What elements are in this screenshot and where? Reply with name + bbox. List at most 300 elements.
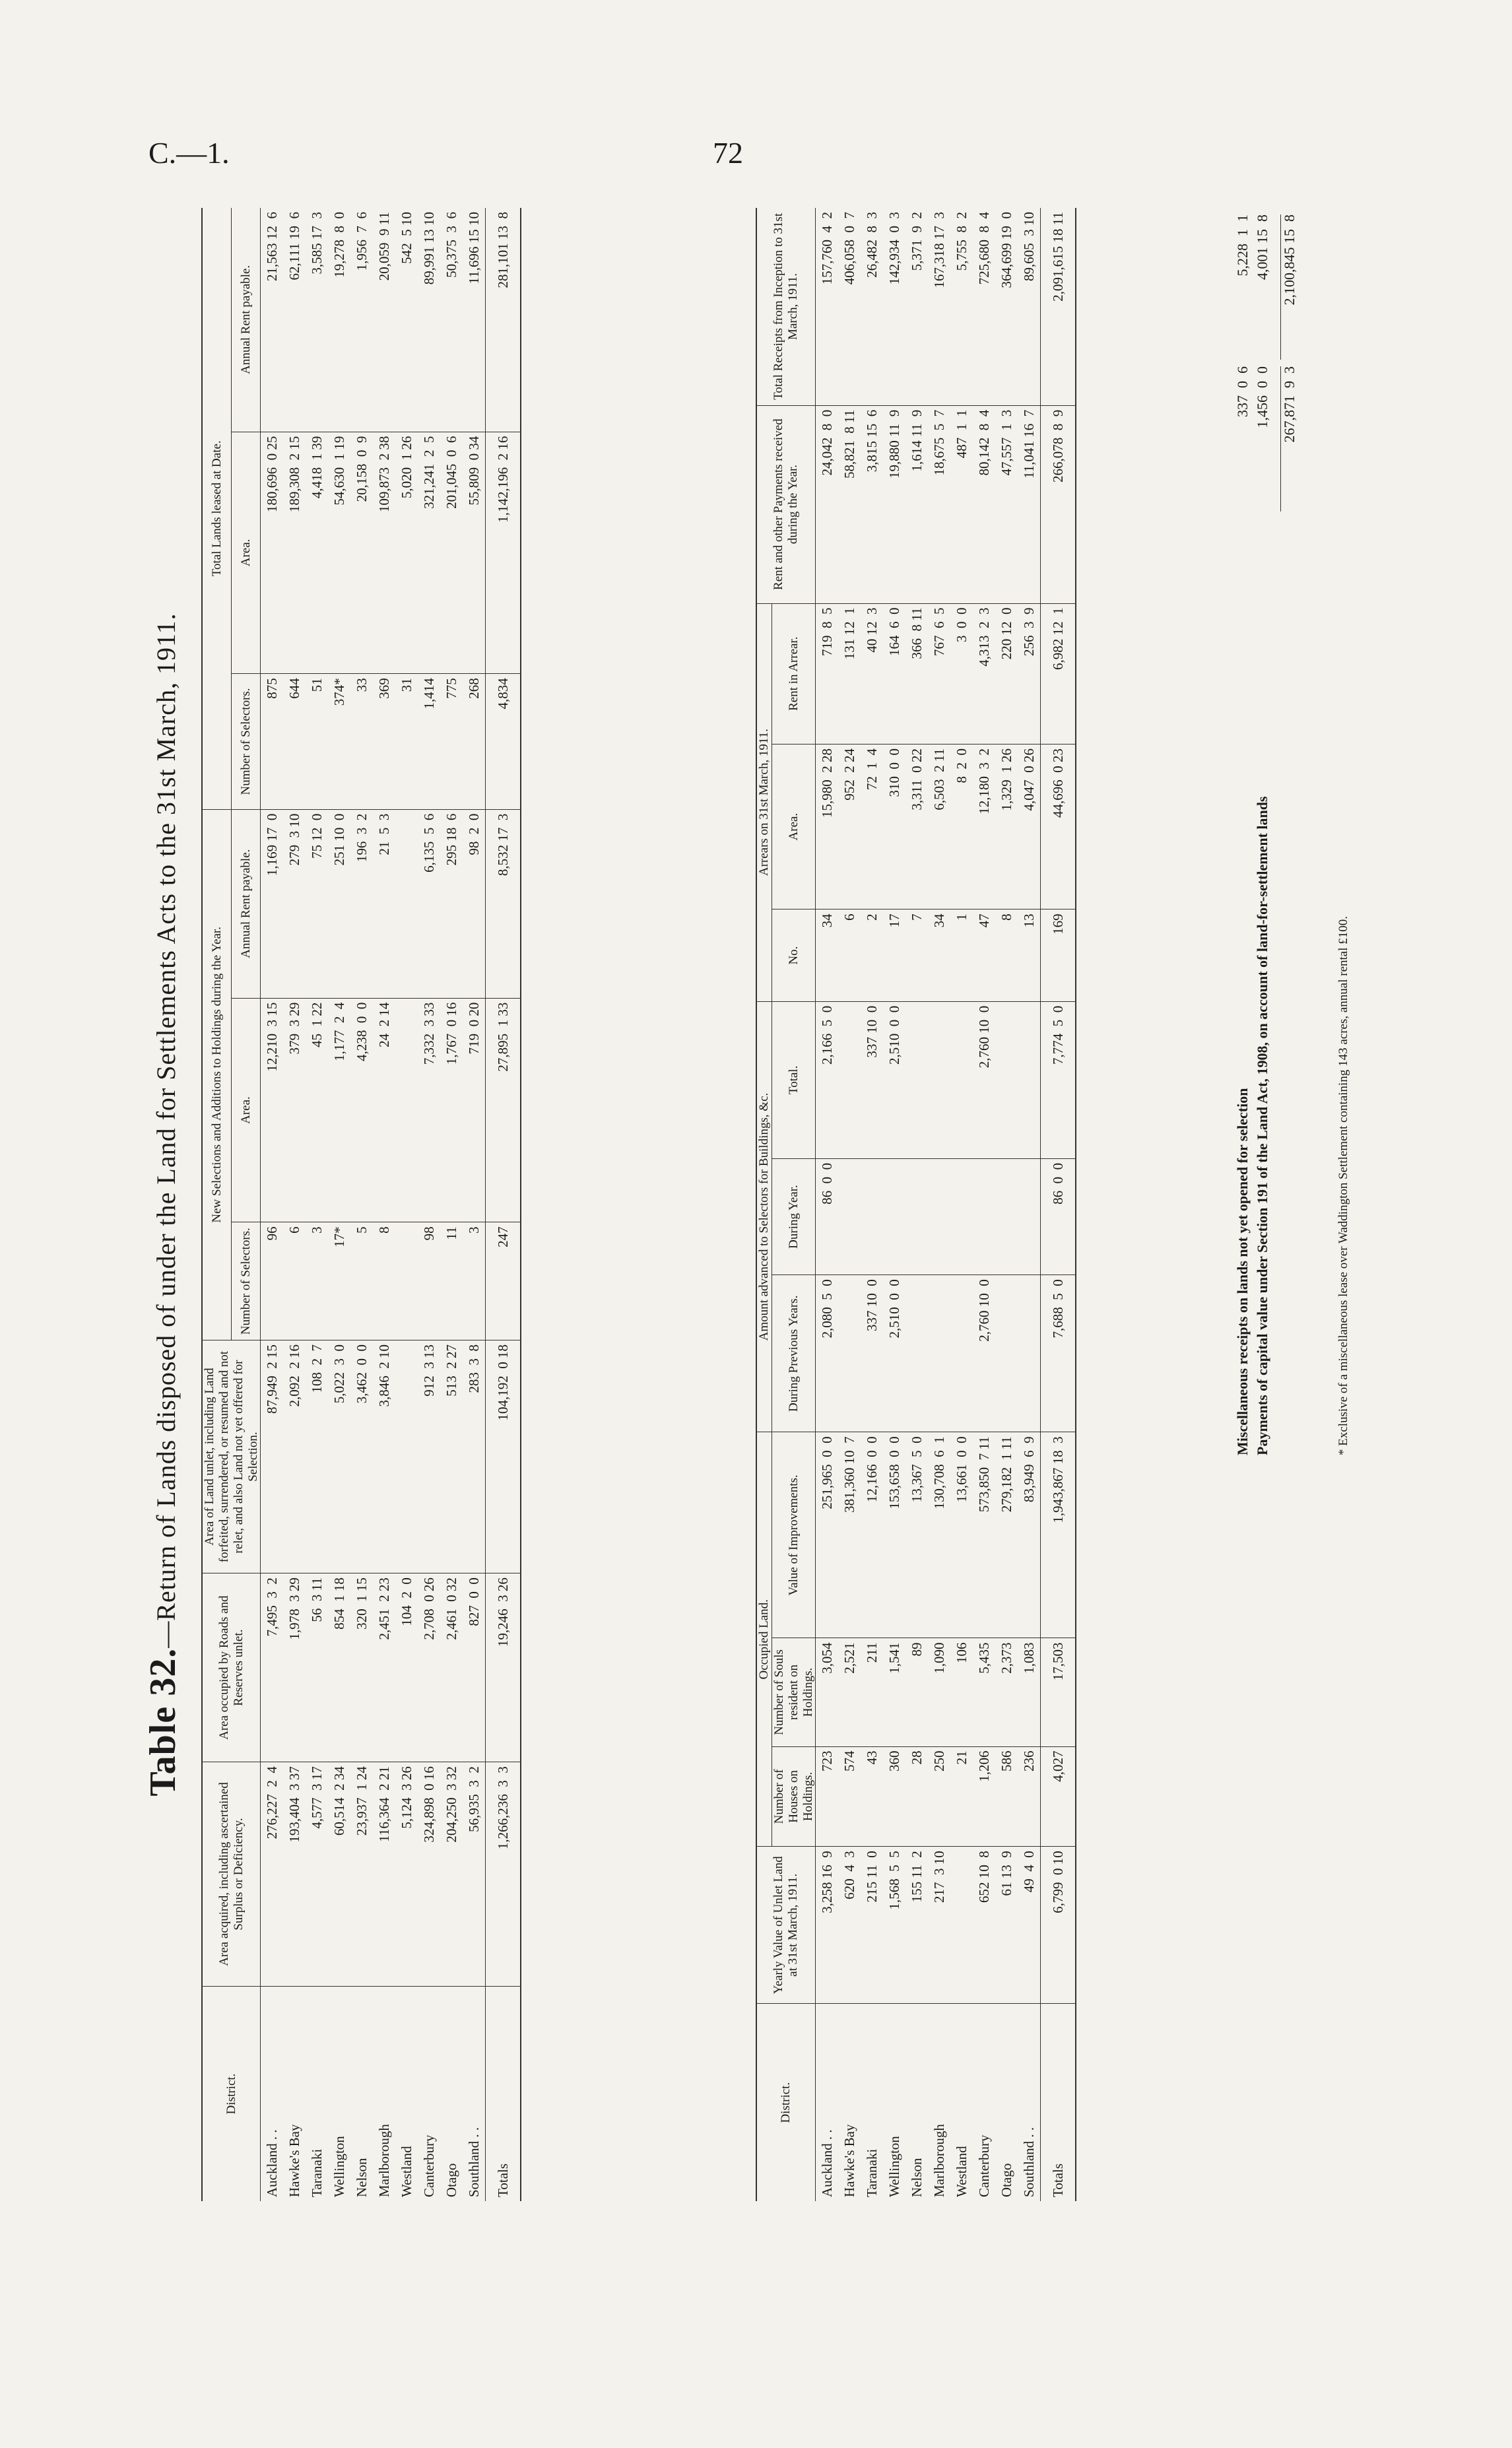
tot-cell [995, 1001, 1018, 1158]
yv-cell: 3,258 16 9 [816, 1847, 839, 2004]
recv-cell: 18,675 5 7 [928, 405, 950, 603]
table-row [418, 208, 440, 2201]
acq-cell: 116,364 2 21 [373, 1762, 395, 1987]
table-row [995, 208, 1018, 2201]
rent-cell: 3 0 0 [950, 603, 973, 744]
souls-cell: 89 [905, 1638, 928, 1746]
prev-cell [838, 1275, 861, 1432]
table-row [328, 208, 350, 2201]
col-area-roads: Area occupied by Roads and Reserves unlet. [202, 1573, 261, 1762]
houses-cell: 43 [861, 1746, 883, 1847]
recv-cell: 19,880 11 9 [883, 405, 905, 603]
n_sel-cell: 8 [373, 1222, 395, 1340]
rent-cell: 220 12 0 [995, 603, 1018, 744]
n_area-cell: 24 2 14 [373, 998, 395, 1222]
unlet-cell: 3,846 2 10 [373, 1340, 395, 1573]
t_sel-cell: 374* [328, 674, 350, 809]
t_rent-cell: 281,101 13 8 [486, 208, 521, 432]
acq-cell: 324,898 0 16 [418, 1762, 440, 1987]
souls-cell: 1,541 [883, 1638, 905, 1746]
t_sel-cell: 369 [373, 674, 395, 809]
misc-line-1: Miscellaneous receipts on lands not yet opened for selection [1234, 1088, 1251, 1455]
recv-cell: 47,557 1 3 [995, 405, 1018, 603]
t_area-cell: 5,020 1 26 [395, 432, 418, 674]
table-row [306, 208, 328, 2201]
dur-cell [973, 1158, 995, 1274]
prev-cell: 7,688 5 0 [1041, 1275, 1076, 1432]
roads-cell: 19,246 3 26 [486, 1573, 521, 1762]
area-cell: 1,329 1 26 [995, 744, 1018, 909]
souls-cell: 1,083 [1018, 1638, 1041, 1746]
unlet-cell: 513 2 27 [440, 1340, 463, 1573]
col-new-number: Number of Selectors. [232, 1222, 261, 1340]
yv-cell: 215 11 0 [861, 1847, 883, 2004]
t_rent-cell: 21,563 12 6 [261, 208, 284, 432]
houses-cell: 236 [1018, 1746, 1041, 1847]
no-cell: 6 [838, 910, 861, 1001]
n_area-cell [395, 998, 418, 1222]
n_sel-cell: 11 [440, 1222, 463, 1340]
impr-cell: 12,166 0 0 [861, 1432, 883, 1638]
n_rent-cell: 6,135 5 6 [418, 809, 440, 998]
no-cell: 169 [1041, 910, 1076, 1001]
recv-cell: 3,815 15 6 [861, 405, 883, 603]
t_sel-cell: 31 [395, 674, 418, 809]
houses-cell: 360 [883, 1746, 905, 1847]
n_area-cell: 45 1 22 [306, 998, 328, 1222]
trec-cell: 364,699 19 0 [995, 208, 1018, 405]
dur-cell: 86 0 0 [816, 1158, 839, 1274]
n_sel-cell: 3 [463, 1222, 486, 1340]
acq-cell: 56,935 3 2 [463, 1762, 486, 1987]
t_area-cell: 201,045 0 6 [440, 432, 463, 674]
n_sel-cell: 6 [283, 1222, 306, 1340]
area-cell: 6,503 2 11 [928, 744, 950, 909]
table-row [1018, 208, 1041, 2201]
misc-line-2: Payments of capital value under Section 191 of the Land Act, 1908, on account of land-for-settlement lands [1254, 796, 1270, 1455]
n_rent-cell: 21 5 3 [373, 809, 395, 998]
unlet-cell: 104,192 0 18 [486, 1340, 521, 1573]
rent-cell: 4,313 2 3 [973, 603, 995, 744]
roads-cell: 827 0 0 [463, 1573, 486, 1762]
occupied-land-table [756, 208, 1076, 2201]
souls-cell: 211 [861, 1638, 883, 1746]
district-cell: Nelson [909, 2158, 925, 2197]
table-row [838, 208, 861, 2201]
no-cell: 1 [950, 910, 973, 1001]
recv-cell: 24,042 8 0 [816, 405, 839, 603]
prev-cell: 2,080 5 0 [816, 1275, 839, 1432]
n_sel-cell: 247 [486, 1222, 521, 1340]
table-row [905, 208, 928, 2201]
district-cell: Canterbury [976, 2134, 993, 2197]
t_rent-cell: 20,059 9 11 [373, 208, 395, 432]
misc-recv-1: 337 0 6 [1234, 366, 1251, 417]
col2-district: District. [756, 2004, 816, 2201]
roads-cell: 56 3 11 [306, 1573, 328, 1762]
impr-cell: 573,850 7 11 [973, 1432, 995, 1638]
prev-cell [1018, 1275, 1041, 1432]
yv-cell: 6,799 0 10 [1041, 1847, 1076, 2004]
table-row [395, 208, 418, 2201]
houses-cell: 574 [838, 1746, 861, 1847]
houses-cell: 28 [905, 1746, 928, 1847]
unlet-cell [395, 1340, 418, 1573]
t_area-cell: 54,630 1 19 [328, 432, 350, 674]
souls-cell: 2,521 [838, 1638, 861, 1746]
yv-cell: 1,568 5 5 [883, 1847, 905, 2004]
recv-cell: 266,078 8 9 [1041, 405, 1076, 603]
houses-cell: 250 [928, 1746, 950, 1847]
acq-cell: 60,514 2 34 [328, 1762, 350, 1987]
district-cell: Wellington [331, 2136, 348, 2197]
no-cell: 13 [1018, 910, 1041, 1001]
prev-cell: 337 10 0 [861, 1275, 883, 1432]
col-district: District. [202, 1986, 261, 2201]
dur-cell: 86 0 0 [1041, 1158, 1076, 1274]
n_area-cell: 1,767 0 16 [440, 998, 463, 1222]
n_rent-cell: 196 3 2 [350, 809, 373, 998]
no-cell: 8 [995, 910, 1018, 1001]
table-row [283, 208, 306, 2201]
t_sel-cell: 644 [283, 674, 306, 809]
tot-cell [928, 1001, 950, 1158]
totals-row [486, 208, 521, 2201]
rent-cell: 719 8 5 [816, 603, 839, 744]
col-adv-total: Total. [772, 1001, 816, 1158]
impr-cell: 1,943,867 18 3 [1041, 1432, 1076, 1638]
table-row [973, 208, 995, 2201]
district-cell: Totals [486, 1986, 521, 2201]
unlet-cell: 108 2 7 [306, 1340, 328, 1573]
area-cell: 12,180 3 2 [973, 744, 995, 909]
yv-cell: 49 4 0 [1018, 1847, 1041, 2004]
prev-cell [905, 1275, 928, 1432]
trec-cell: 5,371 9 2 [905, 208, 928, 405]
recv-cell: 80,142 8 4 [973, 405, 995, 603]
col-yearly-value: Yearly Value of Unlet Land at 31st March, 1911. [756, 1847, 816, 2004]
tot-cell: 7,774 5 0 [1041, 1001, 1076, 1158]
rent-cell: 256 3 9 [1018, 603, 1041, 744]
rent-cell: 164 6 0 [883, 603, 905, 744]
n_rent-cell: 251 10 0 [328, 809, 350, 998]
col-advanced: Amount advanced to Selectors for Buildings, &c. [756, 1001, 772, 1432]
acq-cell: 1,266,236 3 3 [486, 1762, 521, 1987]
impr-cell: 13,661 0 0 [950, 1432, 973, 1638]
col-area-acquired: Area acquired, including ascertained Surplus or Deficiency. [202, 1762, 261, 1987]
dur-cell [950, 1158, 973, 1274]
yv-cell: 155 11 2 [905, 1847, 928, 2004]
recv-cell: 487 1 1 [950, 405, 973, 603]
t_rent-cell: 1,956 7 6 [350, 208, 373, 432]
tot-cell [905, 1001, 928, 1158]
table-row [816, 208, 839, 2201]
unlet-cell: 3,462 0 0 [350, 1340, 373, 1573]
yv-cell: 620 4 3 [838, 1847, 861, 2004]
souls-cell: 1,090 [928, 1638, 950, 1746]
page-number: 72 [713, 136, 743, 170]
acq-cell: 4,577 3 17 [306, 1762, 328, 1987]
trec-cell: 406,058 0 7 [838, 208, 861, 405]
misc-trec-1: 5,228 1 1 [1234, 215, 1251, 277]
table-caption: —Return of Lands disposed of under the Land for Settlements Acts to the 31st March, 1911. [151, 612, 181, 1648]
table-row [928, 208, 950, 2201]
district-cell: Southland . . [1021, 2127, 1037, 2197]
yv-cell [950, 1847, 973, 2004]
souls-cell: 17,503 [1041, 1638, 1076, 1746]
t_area-cell: 55,809 0 34 [463, 432, 486, 674]
col-new-selections: New Selections and Additions to Holdings during the Year. [202, 809, 232, 1340]
acq-cell: 193,404 3 37 [283, 1762, 306, 1987]
impr-cell: 279,182 1 11 [995, 1432, 1018, 1638]
prev-cell [995, 1275, 1018, 1432]
district-cell: Hawke's Bay [841, 2124, 858, 2197]
trec-cell: 26,482 8 3 [861, 208, 883, 405]
n_sel-cell: 98 [418, 1222, 440, 1340]
unlet-cell: 912 3 13 [418, 1340, 440, 1573]
houses-cell: 1,206 [973, 1746, 995, 1847]
table-row [463, 208, 486, 2201]
n_area-cell: 1,177 2 4 [328, 998, 350, 1222]
table-row [373, 208, 395, 2201]
tot-cell [950, 1001, 973, 1158]
dur-cell [838, 1158, 861, 1274]
col-arrears-no: No. [772, 910, 816, 1001]
district-cell: Wellington [886, 2136, 903, 2197]
prev-cell [928, 1275, 950, 1432]
col-improvements: Value of Improvements. [772, 1432, 816, 1638]
t_sel-cell: 33 [350, 674, 373, 809]
n_sel-cell: 17* [328, 1222, 350, 1340]
n_rent-cell: 295 18 6 [440, 809, 463, 998]
no-cell: 2 [861, 910, 883, 1001]
n_area-cell: 4,238 0 0 [350, 998, 373, 1222]
col-total-receipts: Total Receipts from Inception to 31st March, 1911. [756, 208, 816, 405]
unlet-cell: 87,949 2 15 [261, 1340, 284, 1573]
t_rent-cell: 11,696 15 10 [463, 208, 486, 432]
n_sel-cell: 96 [261, 1222, 284, 1340]
col-arrears: Arrears on 31st March, 1911. [756, 603, 772, 1001]
district-cell: Taranaki [309, 2148, 325, 2197]
t_rent-cell: 89,991 13 10 [418, 208, 440, 432]
t_sel-cell: 51 [306, 674, 328, 809]
trec-cell: 89,605 3 10 [1018, 208, 1041, 405]
district-cell: Marlborough [376, 2124, 393, 2197]
n_area-cell: 7,332 3 33 [418, 998, 440, 1222]
col-total-leased: Total Lands leased at Date. [202, 208, 232, 809]
area-cell: 3,311 0 22 [905, 744, 928, 909]
district-cell: Westland [399, 2146, 415, 2197]
col-during-year: During Year. [772, 1158, 816, 1274]
t_area-cell: 1,142,196 2 16 [486, 432, 521, 674]
n_rent-cell: 75 12 0 [306, 809, 328, 998]
misc-trec-total: 2,100,845 15 8 [1280, 215, 1298, 360]
totals-row [1041, 208, 1076, 2201]
recv-cell: 11,041 16 7 [1018, 405, 1041, 603]
acq-cell: 5,124 3 26 [395, 1762, 418, 1987]
impr-cell: 83,949 6 9 [1018, 1432, 1041, 1638]
col-rent-received: Rent and other Payments received during the Year. [756, 405, 816, 603]
trec-cell: 2,091,615 18 11 [1041, 208, 1076, 405]
dur-cell [883, 1158, 905, 1274]
no-cell: 17 [883, 910, 905, 1001]
prev-cell: 2,510 0 0 [883, 1275, 905, 1432]
rent-cell: 366 8 11 [905, 603, 928, 744]
t_sel-cell: 268 [463, 674, 486, 809]
acq-cell: 23,937 1 24 [350, 1762, 373, 1987]
area-cell: 4,047 0 26 [1018, 744, 1041, 909]
prev-cell [950, 1275, 973, 1432]
district-cell: Westland [954, 2146, 970, 2197]
district-cell: Otago [999, 2163, 1015, 2197]
n_rent-cell: 98 2 0 [463, 809, 486, 998]
trec-cell: 142,934 0 3 [883, 208, 905, 405]
n_area-cell: 12,210 3 15 [261, 998, 284, 1222]
misc-recv-total: 267,871 9 3 [1280, 366, 1298, 512]
table-row [861, 208, 883, 2201]
page-section-code: C.—1. [148, 136, 230, 170]
t_rent-cell: 542 5 10 [395, 208, 418, 432]
roads-cell: 2,451 2 23 [373, 1573, 395, 1762]
roads-cell: 1,978 3 29 [283, 1573, 306, 1762]
tot-cell [1018, 1001, 1041, 1158]
t_rent-cell: 19,278 8 0 [328, 208, 350, 432]
table-number: Table 32. [143, 1647, 183, 1797]
col-area-unlet: Area of Land unlet, including Land forfeited, surrendered, or resumed and not relet, and also Land not yet offered for Selection. [202, 1340, 261, 1573]
col-total-rent: Annual Rent payable. [232, 208, 261, 432]
col-new-area: Area. [232, 998, 261, 1222]
table-row [883, 208, 905, 2201]
rent-cell: 131 12 1 [838, 603, 861, 744]
t_sel-cell: 775 [440, 674, 463, 809]
misc-trec-2: 4,001 15 8 [1254, 215, 1270, 280]
yv-cell: 61 13 9 [995, 1847, 1018, 2004]
impr-cell: 381,360 10 7 [838, 1432, 861, 1638]
t_area-cell: 109,873 2 38 [373, 432, 395, 674]
area-cell: 8 2 0 [950, 744, 973, 909]
n_sel-cell: 5 [350, 1222, 373, 1340]
district-cell: Auckland . . [819, 2129, 836, 2197]
acq-cell: 276,227 2 4 [261, 1762, 284, 1987]
tot-cell [838, 1001, 861, 1158]
table-title [142, 208, 184, 2201]
tot-cell: 2,510 0 0 [883, 1001, 905, 1158]
trec-cell: 157,760 4 2 [816, 208, 839, 405]
no-cell: 47 [973, 910, 995, 1001]
tot-cell: 2,760 10 0 [973, 1001, 995, 1158]
table-row [440, 208, 463, 2201]
district-cell: Hawke's Bay [286, 2124, 303, 2197]
lands-disposed-table [201, 208, 521, 2201]
t_area-cell: 4,418 1 39 [306, 432, 328, 674]
dur-cell [861, 1158, 883, 1274]
table-row [350, 208, 373, 2201]
impr-cell: 13,367 5 0 [905, 1432, 928, 1638]
roads-cell: 2,461 0 32 [440, 1573, 463, 1762]
n_sel-cell: 3 [306, 1222, 328, 1340]
roads-cell: 320 1 15 [350, 1573, 373, 1762]
district-cell: Nelson [354, 2158, 370, 2197]
souls-cell: 2,373 [995, 1638, 1018, 1746]
dur-cell [928, 1158, 950, 1274]
col-occupied: Occupied Land. [756, 1432, 772, 1847]
col-prev-years: During Previous Years. [772, 1275, 816, 1432]
district-cell: Totals [1041, 2004, 1076, 2201]
rent-cell: 6,982 12 1 [1041, 603, 1076, 744]
n_area-cell: 379 3 29 [283, 998, 306, 1222]
houses-cell: 21 [950, 1746, 973, 1847]
n_area-cell: 27,895 1 33 [486, 998, 521, 1222]
no-cell: 34 [928, 910, 950, 1001]
roads-cell: 2,708 0 26 [418, 1573, 440, 1762]
area-cell: 952 2 24 [838, 744, 861, 909]
district-cell: Canterbury [421, 2134, 438, 2197]
district-cell: Auckland . . [264, 2129, 280, 2197]
t_rent-cell: 50,375 3 6 [440, 208, 463, 432]
souls-cell: 5,435 [973, 1638, 995, 1746]
area-cell: 310 0 0 [883, 744, 905, 909]
area-cell: 72 1 4 [861, 744, 883, 909]
tot-cell: 337 10 0 [861, 1001, 883, 1158]
n_rent-cell: 279 3 10 [283, 809, 306, 998]
unlet-cell: 283 3 8 [463, 1340, 486, 1573]
misc-recv-2: 1,456 0 0 [1254, 366, 1270, 428]
table-row [950, 208, 973, 2201]
recv-cell: 58,821 8 11 [838, 405, 861, 603]
n_rent-cell: 8,532 17 3 [486, 809, 521, 998]
no-cell: 34 [816, 910, 839, 1001]
t_sel-cell: 4,834 [486, 674, 521, 809]
n_sel-cell [395, 1222, 418, 1340]
no-cell: 7 [905, 910, 928, 1001]
n_rent-cell: 1,169 17 0 [261, 809, 284, 998]
houses-cell: 4,027 [1041, 1746, 1076, 1847]
t_sel-cell: 1,414 [418, 674, 440, 809]
col-total-number: Number of Selectors. [232, 674, 261, 809]
yv-cell: 652 10 8 [973, 1847, 995, 2004]
t_area-cell: 20,158 0 9 [350, 432, 373, 674]
tot-cell: 2,166 5 0 [816, 1001, 839, 1158]
district-cell: Taranaki [864, 2148, 880, 2197]
t_area-cell: 180,696 0 25 [261, 432, 284, 674]
souls-cell: 106 [950, 1638, 973, 1746]
acq-cell: 204,250 3 32 [440, 1762, 463, 1987]
impr-cell: 153,658 0 0 [883, 1432, 905, 1638]
district-cell: Southland . . [466, 2127, 482, 2197]
impr-cell: 251,965 0 0 [816, 1432, 839, 1638]
area-cell: 44,696 0 23 [1041, 744, 1076, 909]
unlet-cell: 5,022 3 0 [328, 1340, 350, 1573]
col-new-rent: Annual Rent payable. [232, 809, 261, 998]
rent-cell: 40 12 3 [861, 603, 883, 744]
t_sel-cell: 875 [261, 674, 284, 809]
roads-cell: 104 2 0 [395, 1573, 418, 1762]
recv-cell: 1,614 11 9 [905, 405, 928, 603]
houses-cell: 586 [995, 1746, 1018, 1847]
col-arrears-area: Area. [772, 744, 816, 909]
district-cell: Otago [444, 2163, 460, 2197]
roads-cell: 854 1 18 [328, 1573, 350, 1762]
col-total-area: Area. [232, 432, 261, 674]
trec-cell: 167,318 17 3 [928, 208, 950, 405]
roads-cell: 7,495 3 2 [261, 1573, 284, 1762]
footnote: * Exclusive of a miscellaneous lease over Waddington Settlement containing 143 acres, annual rental £100. [1336, 916, 1350, 1455]
rotated-table-area [142, 208, 1435, 2201]
col-rent-arrear: Rent in Arrear. [772, 603, 816, 744]
n_rent-cell [395, 809, 418, 998]
table-row [261, 208, 284, 2201]
dur-cell [995, 1158, 1018, 1274]
